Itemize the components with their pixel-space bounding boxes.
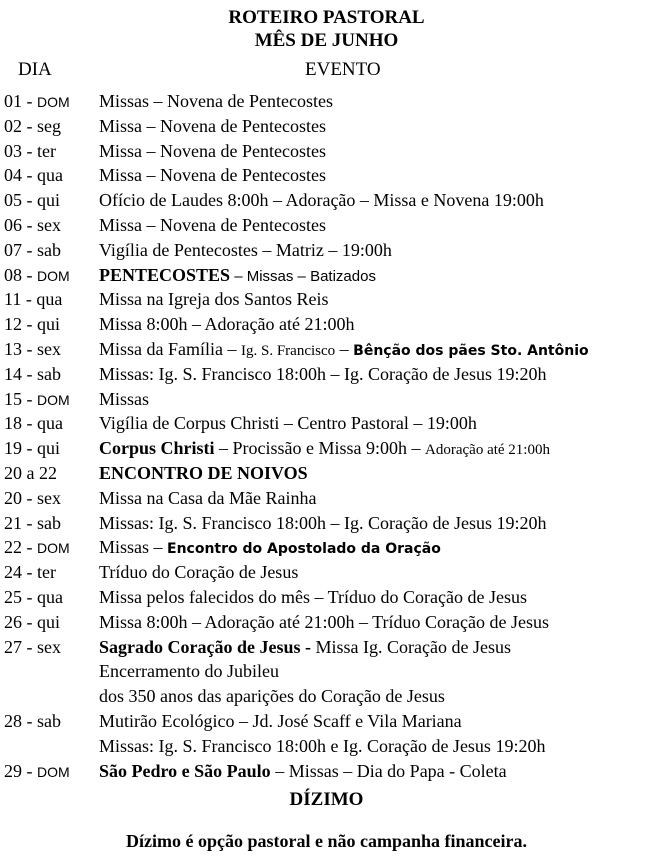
dizimo-statement: Dízimo é opção pastoral e não campanha financeira.	[126, 831, 527, 851]
event-text: – Missas – Batizados	[230, 267, 376, 285]
day-number: 07 -	[4, 239, 33, 260]
schedule-event	[99, 436, 550, 463]
schedule-day	[4, 436, 60, 461]
schedule-day	[4, 287, 62, 312]
schedule-row	[0, 610, 653, 635]
schedule-event	[99, 511, 546, 536]
schedule-event	[99, 287, 328, 312]
schedule-row	[0, 89, 653, 114]
schedule-day	[4, 535, 70, 561]
schedule-row	[0, 387, 653, 412]
day-number: 11 -	[4, 289, 32, 310]
schedule-day	[4, 312, 60, 337]
schedule-day	[4, 709, 61, 734]
weekday: sex	[37, 214, 61, 235]
schedule-event	[99, 635, 511, 660]
weekday: DOM	[37, 94, 70, 110]
schedule-event	[99, 709, 462, 734]
day-number: 27 -	[4, 636, 33, 657]
event-text: São Pedro e São Paulo	[99, 760, 271, 781]
schedule-row	[0, 238, 653, 263]
schedule-row	[0, 263, 653, 288]
weekday: DOM	[37, 267, 70, 284]
event-text: Missas: Ig. S. Francisco 18:00h e Ig. Coração de Jesus 19:20h	[99, 735, 546, 756]
event-text: Missas	[99, 388, 150, 409]
event-text: Sagrado Coração de Jesus -	[99, 636, 311, 657]
weekday: ter	[37, 140, 56, 161]
document-subtitle: MÊS DE JUNHO	[254, 30, 399, 51]
schedule-day	[4, 387, 70, 413]
event-text: Ofício de Laudes 8:00h – Adoração – Missa e Novena 19:00h	[99, 190, 544, 211]
day-number: 25 -	[4, 586, 33, 607]
schedule-day	[4, 635, 61, 660]
event-text: Missa da Família –	[99, 338, 241, 359]
event-text: Missa Ig. Coração de Jesus	[311, 636, 511, 657]
schedule-event	[99, 114, 326, 139]
event-text: Missa pelos falecidos do mês – Tríduo do Coração de Jesus	[99, 586, 527, 607]
schedule-row	[0, 486, 653, 511]
weekday: qua	[37, 165, 63, 186]
document-title: ROTEIRO PASTORAL	[228, 7, 425, 28]
event-text: Adoração até 21:00h	[425, 442, 550, 459]
schedule-event	[99, 163, 326, 188]
weekday: seg	[37, 115, 61, 136]
schedule-day	[4, 486, 61, 511]
weekday: sab	[37, 710, 61, 731]
weekday: qua	[37, 586, 63, 607]
day-number: 13 -	[4, 338, 33, 359]
schedule-event	[99, 535, 441, 562]
schedule-day	[4, 585, 63, 610]
weekday: DOM	[37, 391, 70, 408]
schedule-event	[99, 461, 308, 486]
event-text: Missa na Igreja dos Santos Reis	[99, 289, 329, 310]
event-text: – Missas – Dia do Papa - Coleta	[270, 760, 507, 781]
schedule-event	[99, 610, 549, 635]
day-number: 03 -	[4, 140, 33, 161]
weekday: qui	[37, 438, 61, 459]
schedule-row	[0, 659, 653, 684]
day-number: 04 -	[4, 165, 33, 186]
schedule-event	[99, 759, 507, 784]
schedule-row	[0, 411, 653, 436]
day-number: 14 -	[4, 363, 33, 384]
schedule-row	[0, 734, 653, 759]
event-text: Missa 8:00h – Adoração até 21:00h	[99, 314, 355, 335]
schedule-day	[4, 759, 70, 785]
schedule-event	[99, 337, 589, 364]
schedule-event	[99, 387, 149, 412]
schedule-day	[4, 263, 70, 289]
day-number: 20 -	[4, 487, 33, 508]
weekday: sab	[37, 239, 61, 260]
schedule-event	[99, 486, 316, 511]
weekday: sex	[37, 636, 61, 657]
schedule-event	[99, 659, 279, 684]
schedule-event	[99, 560, 298, 585]
schedule-day	[4, 163, 63, 188]
schedule-row	[0, 635, 653, 660]
schedule-row	[0, 362, 653, 387]
weekday: qua	[36, 289, 63, 310]
event-text: Tríduo do Coração de Jesus	[99, 562, 299, 583]
schedule-day	[4, 461, 57, 486]
schedule-event	[99, 684, 445, 709]
event-text: ENCONTRO DE NOIVOS	[99, 462, 308, 483]
day-number: 29 -	[4, 760, 33, 781]
schedule-list	[0, 89, 653, 783]
schedule-event	[99, 312, 354, 337]
weekday: sex	[37, 338, 61, 359]
schedule-event	[99, 238, 392, 263]
schedule-row	[0, 585, 653, 610]
event-text: Missa – Novena de Pentecostes	[99, 165, 326, 186]
weekday: sab	[37, 363, 61, 384]
schedule-day	[4, 560, 56, 585]
event-text: Mutirão Ecológico – Jd. José Scaff e Vila Mariana	[99, 710, 462, 731]
column-header-day: DIA	[18, 59, 52, 80]
day-number: 02 -	[4, 115, 33, 136]
event-text: –	[335, 338, 354, 359]
event-text: Encerramento do Jubileu	[99, 661, 279, 682]
schedule-row	[0, 684, 653, 709]
event-text: Missa 8:00h – Adoração até 21:00h – Tríduo Coração de Jesus	[99, 611, 549, 632]
schedule-event	[99, 89, 333, 114]
schedule-day	[4, 411, 63, 436]
day-number: 05 -	[4, 190, 33, 211]
day-number: 12 -	[4, 314, 33, 335]
day-number: 24 -	[4, 562, 33, 583]
event-text: Bênção dos pães Sto. Antônio	[353, 342, 589, 359]
event-text: Missa na Casa da Mãe Rainha	[99, 487, 317, 508]
schedule-row	[0, 709, 653, 734]
day-number: 22 -	[4, 537, 33, 558]
event-text: Missa – Novena de Pentecostes	[99, 115, 326, 136]
schedule-day	[4, 337, 61, 362]
day-number: 28 -	[4, 710, 33, 731]
schedule-row	[0, 139, 653, 164]
weekday: qui	[37, 611, 61, 632]
schedule-day	[4, 511, 61, 536]
day-number: 15 -	[4, 388, 33, 409]
day-number: 06 -	[4, 214, 33, 235]
event-text: Missas: Ig. S. Francisco 18:00h – Ig. Coração de Jesus 19:20h	[99, 512, 547, 533]
weekday: sab	[37, 512, 61, 533]
schedule-row	[0, 511, 653, 536]
schedule-row	[0, 436, 653, 461]
schedule-day	[4, 362, 61, 387]
schedule-event	[99, 188, 544, 213]
weekday: ter	[37, 562, 56, 583]
event-text: Missas: Ig. S. Francisco 18:00h – Ig. Coração de Jesus 19:20h	[99, 363, 547, 384]
weekday: DOM	[37, 540, 70, 557]
schedule-row	[0, 188, 653, 213]
schedule-row	[0, 535, 653, 560]
schedule-event	[99, 139, 326, 164]
schedule-row	[0, 213, 653, 238]
event-text: dos 350 anos das aparições do Coração de Jesus	[99, 686, 445, 707]
schedule-day	[4, 238, 61, 263]
event-text: Missa – Novena de Pentecostes	[99, 140, 326, 161]
schedule-row	[0, 461, 653, 486]
schedule-event	[99, 411, 477, 436]
weekday: DOM	[37, 763, 70, 780]
schedule-event	[99, 263, 376, 290]
event-text: Missas – Novena de Pentecostes	[99, 91, 333, 111]
schedule-day	[4, 610, 60, 635]
day-number: 19 -	[4, 438, 33, 459]
event-text: – Procissão e Missa 9:00h –	[214, 438, 426, 459]
schedule-day	[4, 213, 61, 238]
schedule-row	[0, 337, 653, 362]
schedule-row	[0, 759, 653, 784]
schedule-event	[99, 585, 527, 610]
day-number: 21 -	[4, 512, 33, 533]
event-text: Corpus Christi	[99, 438, 215, 459]
schedule-event	[99, 734, 545, 759]
weekday: qua	[37, 413, 63, 434]
day-number: 08 -	[4, 264, 33, 285]
day-number: 26 -	[4, 611, 33, 632]
schedule-row	[0, 560, 653, 585]
schedule-row	[0, 114, 653, 139]
event-text: Missa – Novena de Pentecostes	[99, 214, 326, 235]
dizimo-heading: DÍZIMO	[289, 789, 364, 810]
schedule-row	[0, 163, 653, 188]
event-text: PENTECOSTES	[99, 264, 231, 285]
weekday: qui	[37, 314, 61, 335]
schedule-event	[99, 362, 546, 387]
event-text: Encontro do Apostolado da Oração	[167, 541, 441, 558]
day-number: 18 -	[4, 413, 33, 434]
weekday: qui	[37, 190, 61, 211]
schedule-day	[4, 139, 56, 164]
event-text: Vigília de Pentecostes – Matriz – 19:00h	[99, 239, 392, 260]
weekday: sex	[37, 487, 61, 508]
schedule-day	[4, 114, 61, 139]
schedule-day	[4, 188, 60, 213]
schedule-row	[0, 287, 653, 312]
day-number: 01 -	[4, 91, 33, 111]
event-text: Vigília de Corpus Christi – Centro Pastoral – 19:00h	[99, 413, 477, 434]
schedule-row	[0, 312, 653, 337]
day-number: 20 a 22	[4, 462, 57, 483]
event-text: Ig. S. Francisco	[241, 342, 336, 359]
column-header-event: EVENTO	[305, 59, 381, 80]
schedule-event	[99, 213, 326, 238]
schedule-day	[4, 89, 70, 115]
event-text: Missas –	[99, 537, 168, 558]
